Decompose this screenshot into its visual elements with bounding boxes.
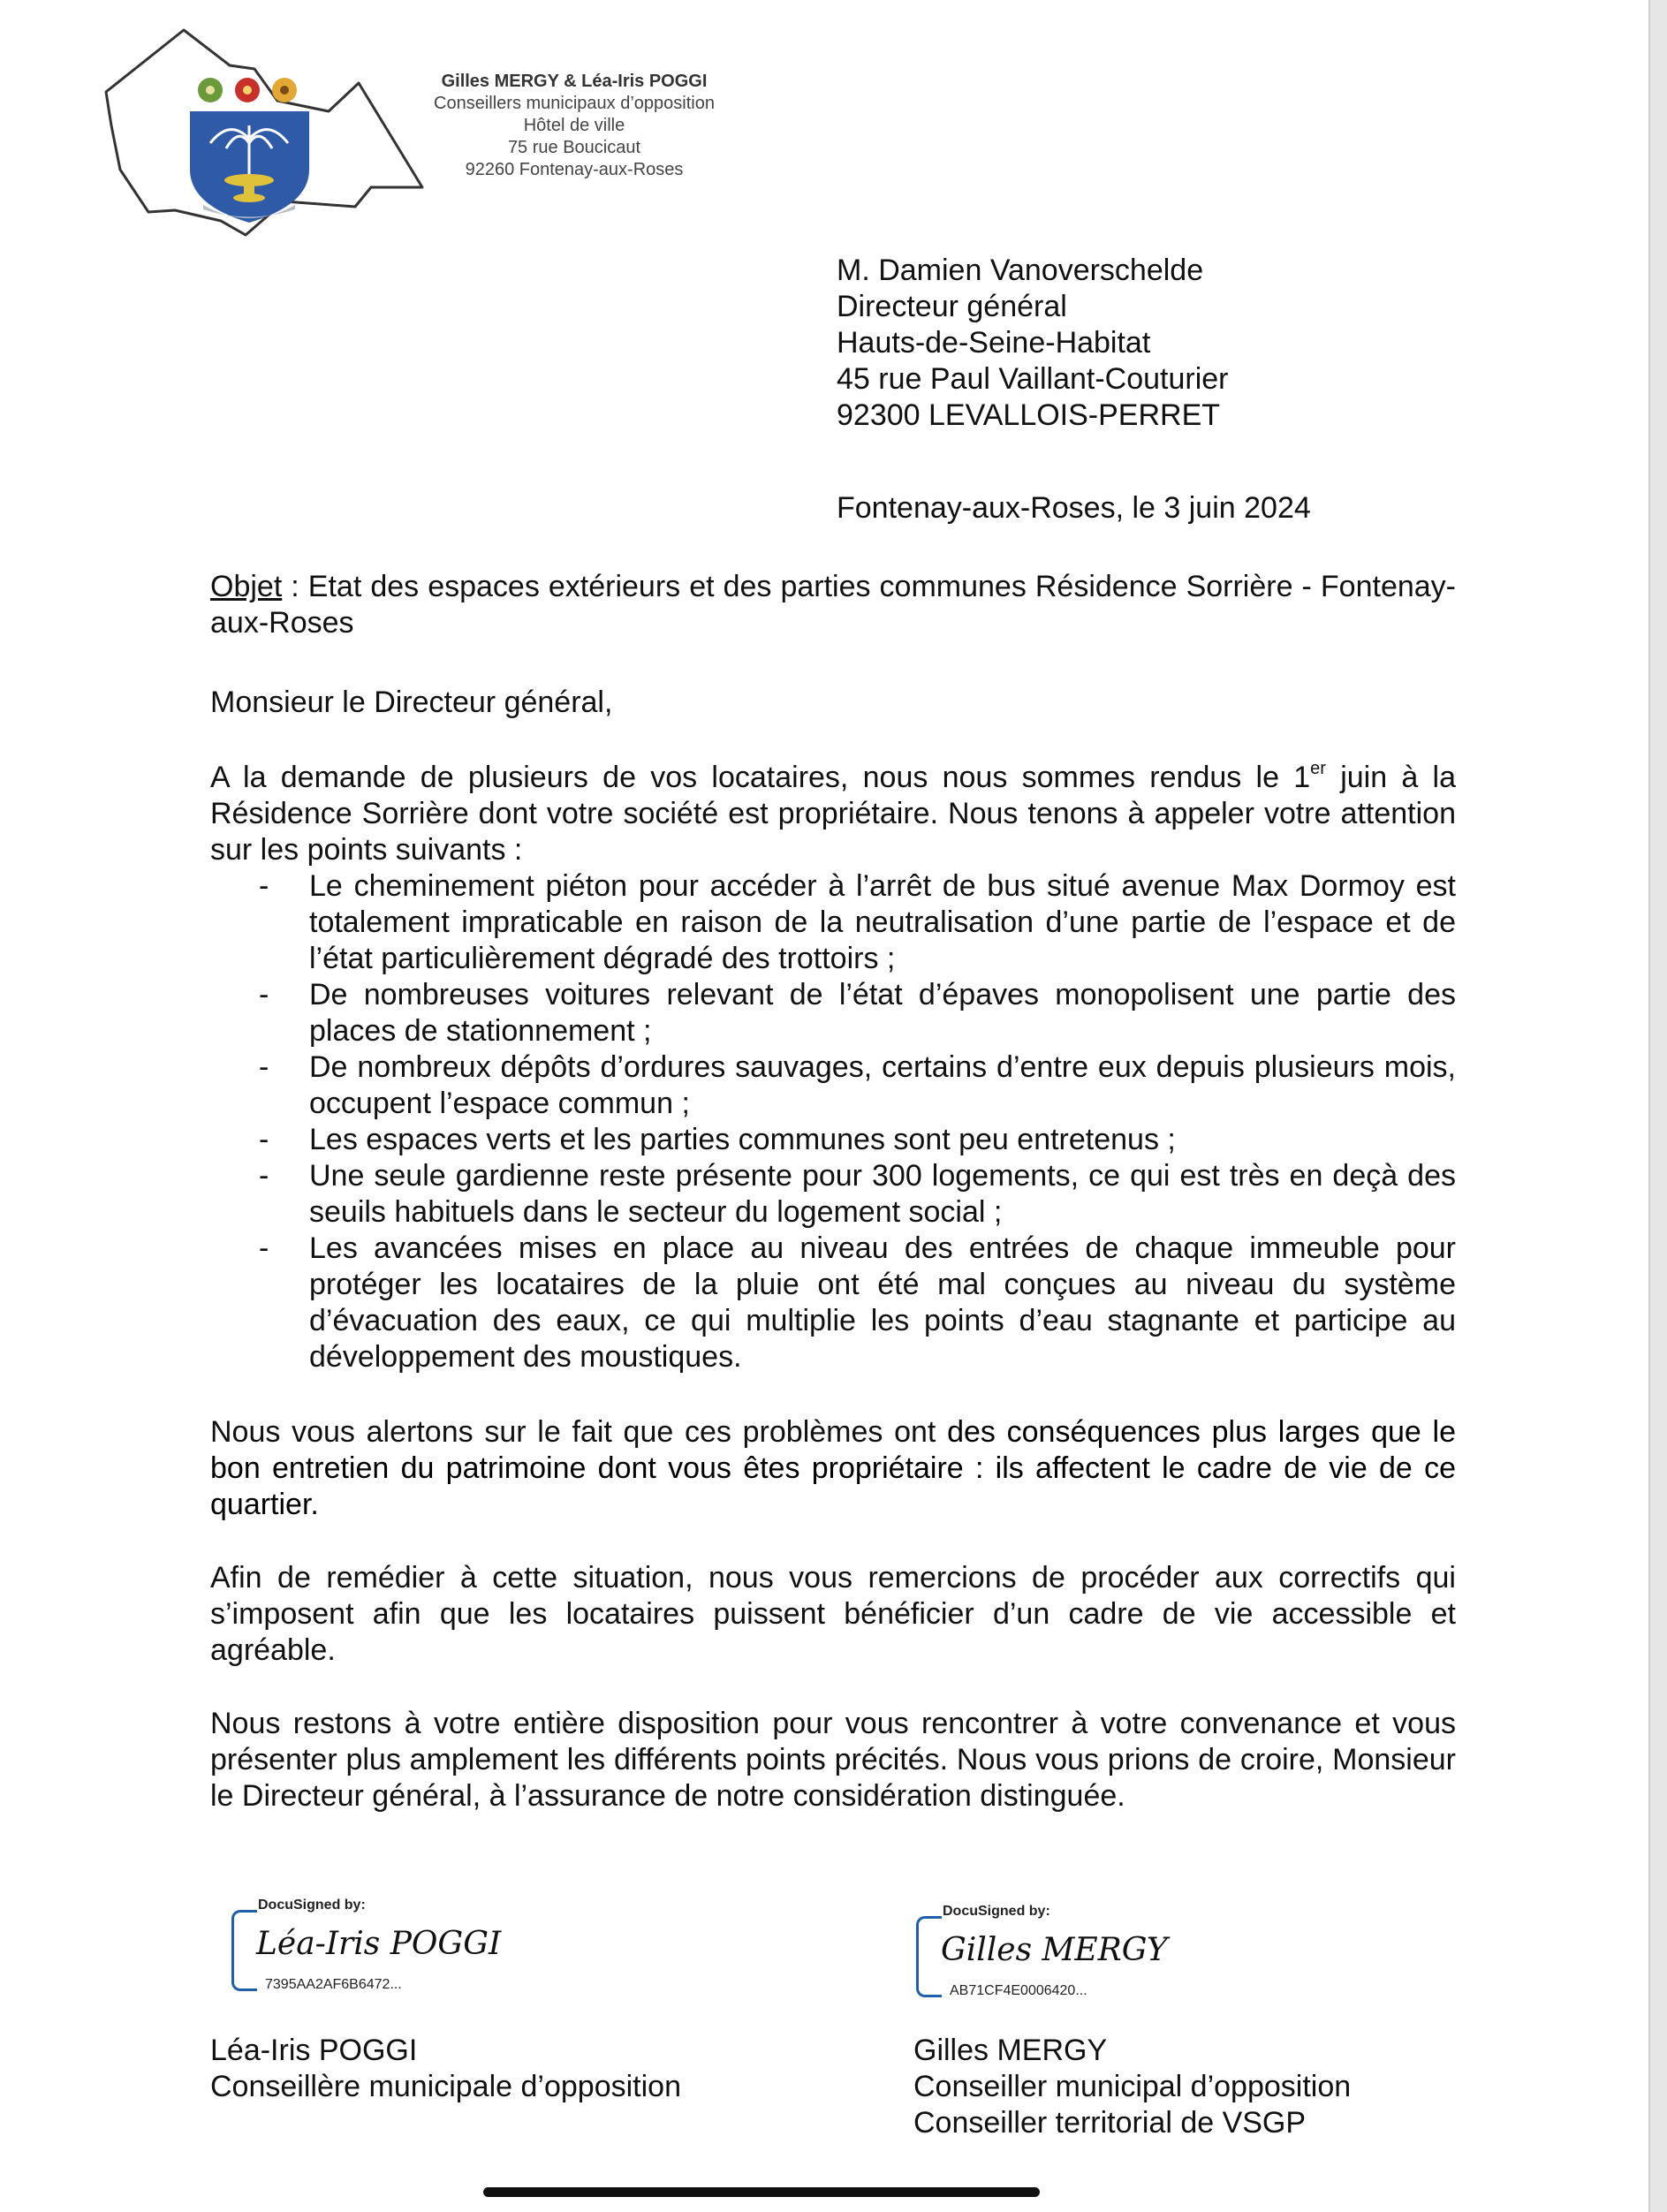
intro-paragraph [210, 760, 1456, 868]
sender-role: Conseillers municipaux d’opposition [434, 94, 715, 113]
signer-left [210, 2033, 681, 2105]
city-logo [97, 19, 424, 242]
page-edge [1648, 0, 1667, 2212]
flower-green-icon [198, 78, 223, 102]
flower-yellow-icon [272, 78, 297, 102]
list-item-text: Le cheminement piéton pour accéder à l’arrêt de bus situé avenue Max Dormoy est totalement impraticable en raison de la neutralisation d’une partie de l’espace et de l’état particulièrement dégradé des trottoirs ; [309, 869, 1456, 975]
salutation: Monsieur le Directeur général, [210, 686, 613, 719]
subject-text: : Etat des espaces extérieurs et des parties communes Résidence Sorrière - Fontenay-aux-Roses [210, 570, 1456, 640]
intro-sup: er [1310, 759, 1326, 778]
sender-city: 92260 Fontenay-aux-Roses [465, 160, 684, 179]
signer-role-secondary: Conseiller territorial de VSGP [913, 2106, 1307, 2140]
intro-after: juin à la Résidence Sorrière dont votre société est propriétaire. Nous tenons à appeler votre attention sur les points suivants : [210, 761, 1456, 867]
paragraph-consequences-part1: Nous vous alertons sur le fait que ces problèmes ont [210, 1415, 948, 1449]
bullet-dash: - [259, 1231, 269, 1265]
issues-list [210, 868, 1456, 1375]
bullet-dash: - [259, 1123, 269, 1156]
envelope-id: AB71CF4E0006420... [950, 1983, 1087, 1998]
signer-role: Conseillère municipale d’opposition [210, 2070, 681, 2103]
sender-names: Gilles MERGY & Léa-Iris POGGI [441, 72, 708, 91]
list-item-text: Une seule gardienne reste présente pour 300 logements, ce qui est très en deçà des seuils habituels dans le secteur du logement social ; [309, 1159, 1456, 1229]
sender-street: 75 rue Boucicaut [507, 138, 641, 157]
list-item-text: De nombreux dépôts d’ordures sauvages, certains d’entre eux depuis plusieurs mois, occupent l’espace commun ; [309, 1050, 1456, 1120]
list-item-text: De nombreuses voitures relevant de l’état d’épaves monopolisent une partie des places de stationnement ; [309, 978, 1456, 1048]
recipient-name: M. Damien Vanoverschelde [837, 254, 1204, 287]
signer-name: Léa-Iris POGGI [210, 2034, 418, 2067]
handwritten-signature: Léa-Iris POGGI [256, 1926, 502, 1962]
subject-label: Objet [210, 570, 283, 603]
bullet-dash: - [259, 1050, 269, 1084]
home-indicator[interactable] [483, 2187, 1040, 2197]
list-item [210, 1122, 1456, 1158]
docusign-bracket [231, 1910, 257, 1991]
bullet-dash: - [259, 869, 269, 903]
intro-before: A la demande de plusieurs de vos locataires, nous nous sommes rendus le 1 [210, 761, 1311, 794]
recipient-title: Directeur général [837, 290, 1067, 323]
docusign-box-left [231, 1898, 502, 1995]
recipient-street: 45 rue Paul Vaillant-Couturier [837, 362, 1229, 396]
list-item [210, 977, 1456, 1049]
signer-role: Conseiller municipal d’opposition [913, 2070, 1352, 2103]
list-item [210, 1049, 1456, 1122]
recipient-block [837, 253, 1543, 434]
handwritten-signature: Gilles MERGY [941, 1932, 1168, 1968]
sender-block [415, 71, 733, 181]
paragraph-consequences-part2: des conséquences plus larges que le bon entretien du patrimoine dont vous êtes propriétaire : ils affectent le cadre de vie de ce quartier. [210, 1415, 1456, 1521]
docusign-bracket [916, 1916, 942, 1997]
paragraph-consequences [210, 1414, 1456, 1523]
list-item [210, 1158, 1456, 1231]
recipient-city: 92300 LEVALLOIS-PERRET [837, 398, 1221, 432]
recipient-organization: Hauts-de-Seine-Habitat [837, 326, 1151, 360]
date-line: Fontenay-aux-Roses, le 3 juin 2024 [837, 491, 1311, 525]
sender-building: Hôtel de ville [523, 116, 625, 135]
flower-red-icon [235, 78, 260, 102]
signer-right [913, 2033, 1351, 2141]
bullet-dash: - [259, 1159, 269, 1193]
paragraph-closing: Nous restons à votre entière disposition pour vous rencontrer à votre convenance et vous présenter plus amplement les différents points précités. Nous vous prions de croire, Monsieur le Directeur général, à l’assurance de notre considération distinguée. [210, 1707, 1456, 1813]
docusign-box-right [916, 1904, 1168, 2001]
subject-line [210, 569, 1456, 641]
bullet-dash: - [259, 978, 269, 1011]
list-item [210, 868, 1456, 977]
docusigned-label: DocuSigned by: [258, 1898, 366, 1913]
envelope-id: 7395AA2AF6B6472... [265, 1977, 402, 1992]
docusigned-label: DocuSigned by: [943, 1904, 1050, 1919]
list-item [210, 1231, 1456, 1375]
list-item-text: Les espaces verts et les parties communes sont peu entretenus ; [309, 1123, 1176, 1156]
signer-name: Gilles MERGY [913, 2034, 1108, 2067]
list-item-text: Les avancées mises en place au niveau des entrées de chaque immeuble pour protéger les locataires de la pluie ont été mal conçues au niveau du système d’évacuation des eaux, ce qui multiplie les points d’eau stagnante et participe au développement des moustiques. [309, 1231, 1456, 1374]
paragraph-remedy: Afin de remédier à cette situation, nous vous remercions de procéder aux correctifs qui s’imposent afin que les locataires puissent bénéficier d’un cadre de vie accessible et agréable. [210, 1561, 1456, 1667]
